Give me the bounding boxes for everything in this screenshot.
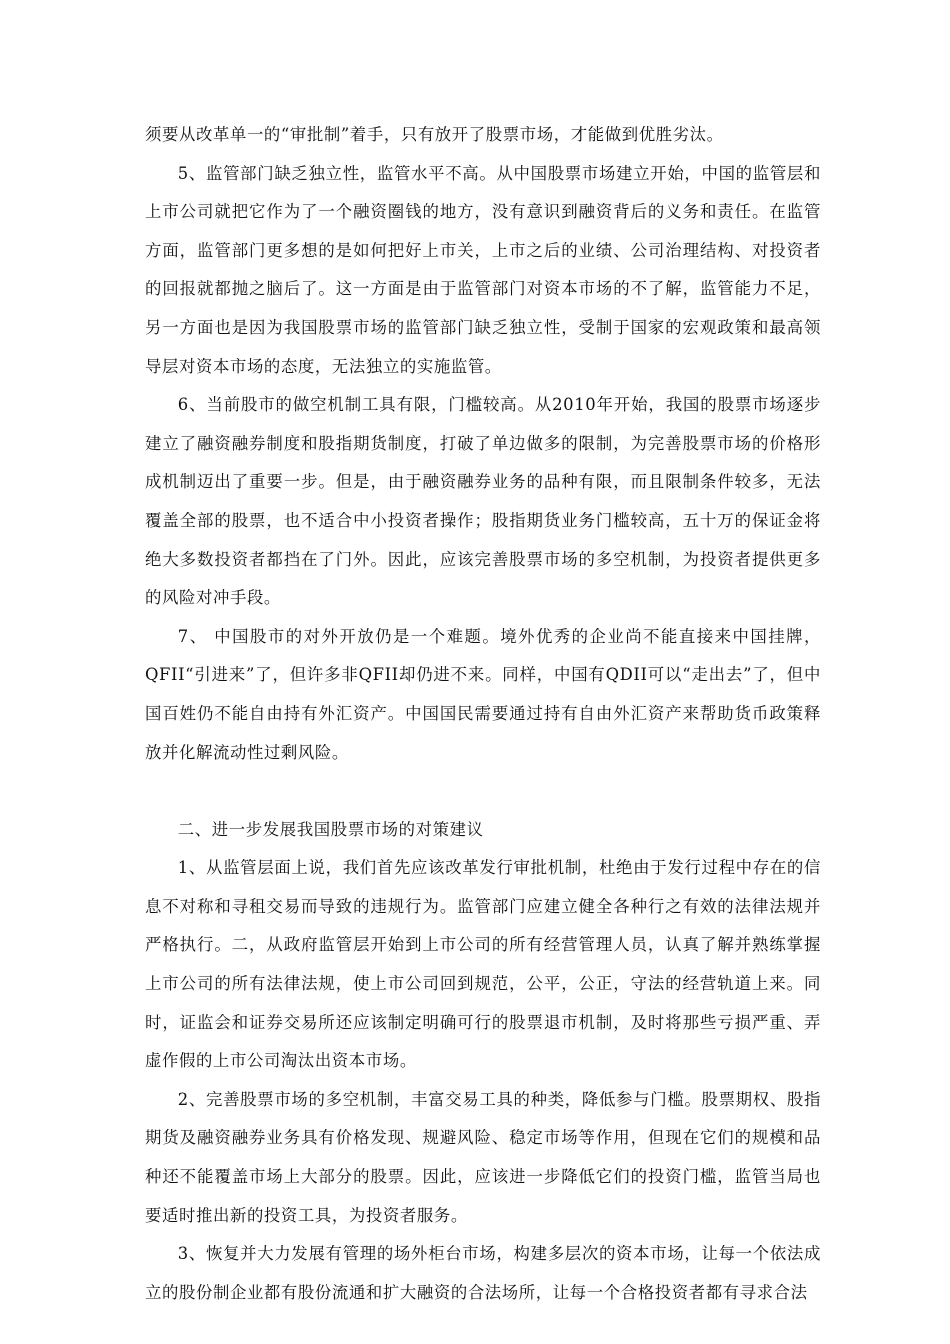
suggestion-item-3: 3、恢复并大力发展有管理的场外柜台市场，构建多层次的资本市场，让每一个依法成立的股份制企业都有股份流通和扩大融资的合法场所，让每一个合格投资者都有寻求合法	[145, 1244, 821, 1302]
suggestion-item-2: 2、完善股票市场的多空机制，丰富交易工具的种类，降低参与门槛。股票期权、股指期货及融资融券业务具有价格发现、规避风险、稳定市场等作用，但现在它们的规模和品种还不能覆盖市场上大部分的股票。因此，应该进一步降低它们的投资门槛，监管当局也要适时推出新的投资工具，为投资者服务。	[145, 1089, 821, 1225]
paragraph-item-6: 6、当前股市的做空机制工具有限，门槛较高。从2010年开始，我国的股票市场逐步建立了融资融券制度和股指期货制度，打破了单边做多的限制，为完善股票市场的价格形成机制迈出了重要一步。但是，由于融资融券业务的品种有限，而且限制条件较多，无法覆盖全部的股票，也不适合中小投资者操作；股指期货业务门槛较高，五十万的保证金将绝大多数投资者都挡在了门外。因此，应该完善股票市场的多空机制，为投资者提供更多的风险对冲手段。	[145, 395, 821, 608]
paragraph-item-7: 7、 中国股市的对外开放仍是一个难题。境外优秀的企业尚不能直接来中国挂牌，QFII“引进来”了，但许多非QFII却仍进不来。同样，中国有QDII可以“走出去”了，但中国百姓仍不能自由持有外汇资产。中国国民需要通过持有自由外汇资产来帮助货币政策释放并化解流动性过剩风险。	[145, 626, 821, 762]
suggestion-item-1: 1、从监管层面上说，我们首先应该改革发行审批机制，杜绝由于发行过程中存在的信息不对称和寻租交易而导致的违规行为。监管部门应建立健全各种行之有效的法律法规并严格执行。二，从政府监管层开始到上市公司的所有经营管理人员，认真了解并熟练掌握上市公司的所有法律法规，使上市公司回到规范，公平，公正，守法的经营轨道上来。同时，证监会和证券交易所还应该制定明确可行的股票退市机制，及时将那些亏损严重、弄虚作假的上市公司淘汰出资本市场。	[145, 858, 821, 1071]
paragraph-continuation: 须要从改革单一的“审批制”着手，只有放开了股票市场，才能做到优胜劣汰。	[145, 125, 724, 144]
paragraph-item-5: 5、监管部门缺乏独立性，监管水平不高。从中国股票市场建立开始，中国的监管层和上市公司就把它作为了一个融资圈钱的地方，没有意识到融资背后的义务和责任。在监管方面，监管部门更多想的是如何把好上市关，上市之后的业绩、公司治理结构、对投资者的回报就都抛之脑后了。这一方面是由于监管部门对资本市场的不了解，监管能力不足，另一方面也是因为我国股票市场的监管部门缺乏独立性，受制于国家的宏观政策和最高领导层对资本市场的态度，无法独立的实施监管。	[145, 163, 821, 376]
section-heading: 二、进一步发展我国股票市场的对策建议	[177, 819, 484, 839]
document-body	[145, 116, 821, 1312]
section-spacer	[145, 772, 821, 811]
